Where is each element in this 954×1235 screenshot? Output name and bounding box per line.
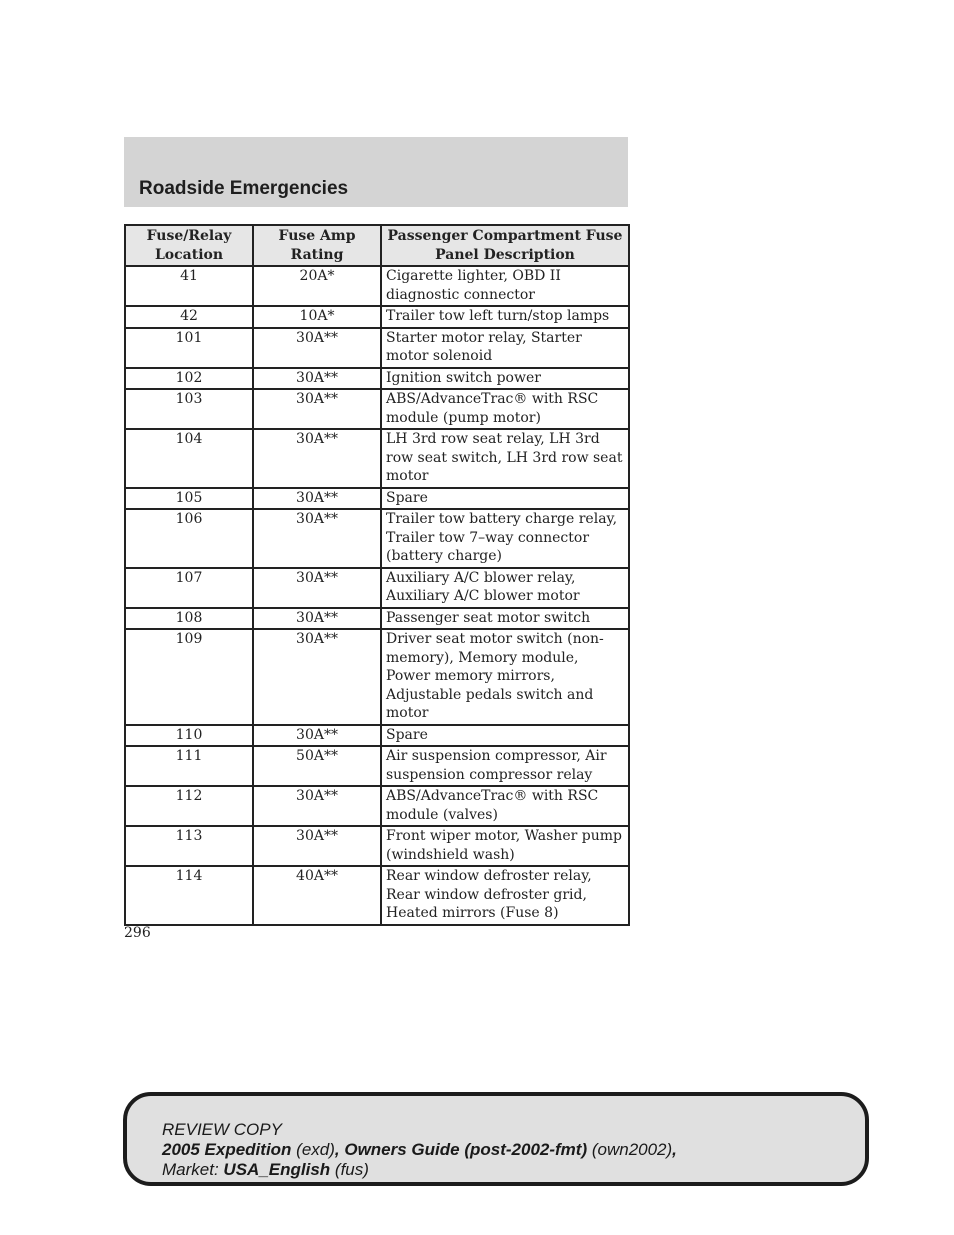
fuse-description-cell: ABS/AdvanceTrac® with RSC module (pump motor) <box>381 389 629 429</box>
fuse-description-cell: Driver seat motor switch (non-memory), Memory module, Power memory mirrors, Adjustable pedals switch and motor <box>381 629 629 725</box>
fuse-location-cell: 105 <box>125 488 253 510</box>
fuse-description-cell: Auxiliary A/C blower relay, Auxiliary A/C blower motor <box>381 568 629 608</box>
fuse-location-cell: 111 <box>125 746 253 786</box>
market-label: Market: <box>162 1160 219 1179</box>
fuse-rating-cell: 30A** <box>253 568 381 608</box>
fuse-description-cell: Ignition switch power <box>381 368 629 390</box>
table-row <box>125 389 629 429</box>
fuse-description-cell: Air suspension compressor, Air suspension compressor relay <box>381 746 629 786</box>
separator-comma: , <box>672 1140 677 1159</box>
fuse-location-cell: 42 <box>125 306 253 328</box>
table-row <box>125 306 629 328</box>
fuse-rating-cell: 30A** <box>253 429 381 488</box>
model-name: 2005 Expedition <box>162 1140 292 1159</box>
table-row <box>125 608 629 630</box>
fuse-description-cell: Spare <box>381 488 629 510</box>
fuse-table <box>124 224 630 926</box>
fuse-rating-cell: 30A** <box>253 629 381 725</box>
fuse-rating-cell: 50A** <box>253 746 381 786</box>
column-header-description: Passenger Compartment Fuse Panel Description <box>381 225 629 266</box>
table-row <box>125 866 629 925</box>
guide-name: , Owners Guide (post-2002-fmt) <box>334 1140 588 1159</box>
fuse-description-cell: ABS/AdvanceTrac® with RSC module (valves) <box>381 786 629 826</box>
model-code: (exd) <box>296 1140 335 1159</box>
fuse-rating-cell: 30A** <box>253 509 381 568</box>
market-line <box>162 1160 677 1180</box>
table-row <box>125 509 629 568</box>
fuse-table-body <box>125 266 629 925</box>
fuse-rating-cell: 40A** <box>253 866 381 925</box>
fuse-rating-cell: 30A** <box>253 368 381 390</box>
guide-code: (own2002) <box>591 1140 673 1159</box>
fuse-location-cell: 102 <box>125 368 253 390</box>
fuse-rating-cell: 30A** <box>253 725 381 747</box>
table-row <box>125 826 629 866</box>
table-row <box>125 266 629 306</box>
fuse-location-cell: 108 <box>125 608 253 630</box>
fuse-table-header <box>125 225 629 266</box>
market-code: (fus) <box>334 1160 369 1179</box>
market-name: USA_English <box>223 1160 331 1179</box>
fuse-location-cell: 114 <box>125 866 253 925</box>
fuse-location-cell: 109 <box>125 629 253 725</box>
table-row <box>125 746 629 786</box>
table-row <box>125 429 629 488</box>
fuse-location-cell: 101 <box>125 328 253 368</box>
table-row <box>125 488 629 510</box>
fuse-location-cell: 103 <box>125 389 253 429</box>
fuse-location-cell: 106 <box>125 509 253 568</box>
fuse-location-cell: 110 <box>125 725 253 747</box>
review-copy-footer <box>123 1092 869 1186</box>
fuse-rating-cell: 20A* <box>253 266 381 306</box>
table-row <box>125 786 629 826</box>
table-row <box>125 368 629 390</box>
column-header-rating: Fuse Amp Rating <box>253 225 381 266</box>
fuse-location-cell: 113 <box>125 826 253 866</box>
table-row <box>125 568 629 608</box>
fuse-rating-cell: 30A** <box>253 826 381 866</box>
fuse-description-cell: Passenger seat motor switch <box>381 608 629 630</box>
fuse-description-cell: Starter motor relay, Starter motor solenoid <box>381 328 629 368</box>
fuse-rating-cell: 10A* <box>253 306 381 328</box>
fuse-description-cell: Trailer tow left turn/stop lamps <box>381 306 629 328</box>
fuse-description-cell: Front wiper motor, Washer pump (windshield wash) <box>381 826 629 866</box>
fuse-description-cell: Cigarette lighter, OBD II diagnostic connector <box>381 266 629 306</box>
fuse-location-cell: 112 <box>125 786 253 826</box>
section-header <box>124 137 628 207</box>
fuse-description-cell: Trailer tow battery charge relay, Trailer tow 7–way connector (battery charge) <box>381 509 629 568</box>
fuse-rating-cell: 30A** <box>253 608 381 630</box>
fuse-rating-cell: 30A** <box>253 786 381 826</box>
page-number: 296 <box>124 925 151 941</box>
fuse-description-cell: LH 3rd row seat relay, LH 3rd row seat switch, LH 3rd row seat motor <box>381 429 629 488</box>
table-row <box>125 725 629 747</box>
fuse-description-cell: Spare <box>381 725 629 747</box>
fuse-description-cell: Rear window defroster relay, Rear window defroster grid, Heated mirrors (Fuse 8) <box>381 866 629 925</box>
table-row <box>125 629 629 725</box>
fuse-location-cell: 41 <box>125 266 253 306</box>
table-row <box>125 328 629 368</box>
fuse-rating-cell: 30A** <box>253 328 381 368</box>
document-id-line <box>162 1140 677 1160</box>
fuse-location-cell: 104 <box>125 429 253 488</box>
column-header-location: Fuse/Relay Location <box>125 225 253 266</box>
fuse-location-cell: 107 <box>125 568 253 608</box>
review-copy-label: REVIEW COPY <box>162 1120 282 1139</box>
section-title: Roadside Emergencies <box>139 178 349 199</box>
fuse-rating-cell: 30A** <box>253 488 381 510</box>
fuse-rating-cell: 30A** <box>253 389 381 429</box>
